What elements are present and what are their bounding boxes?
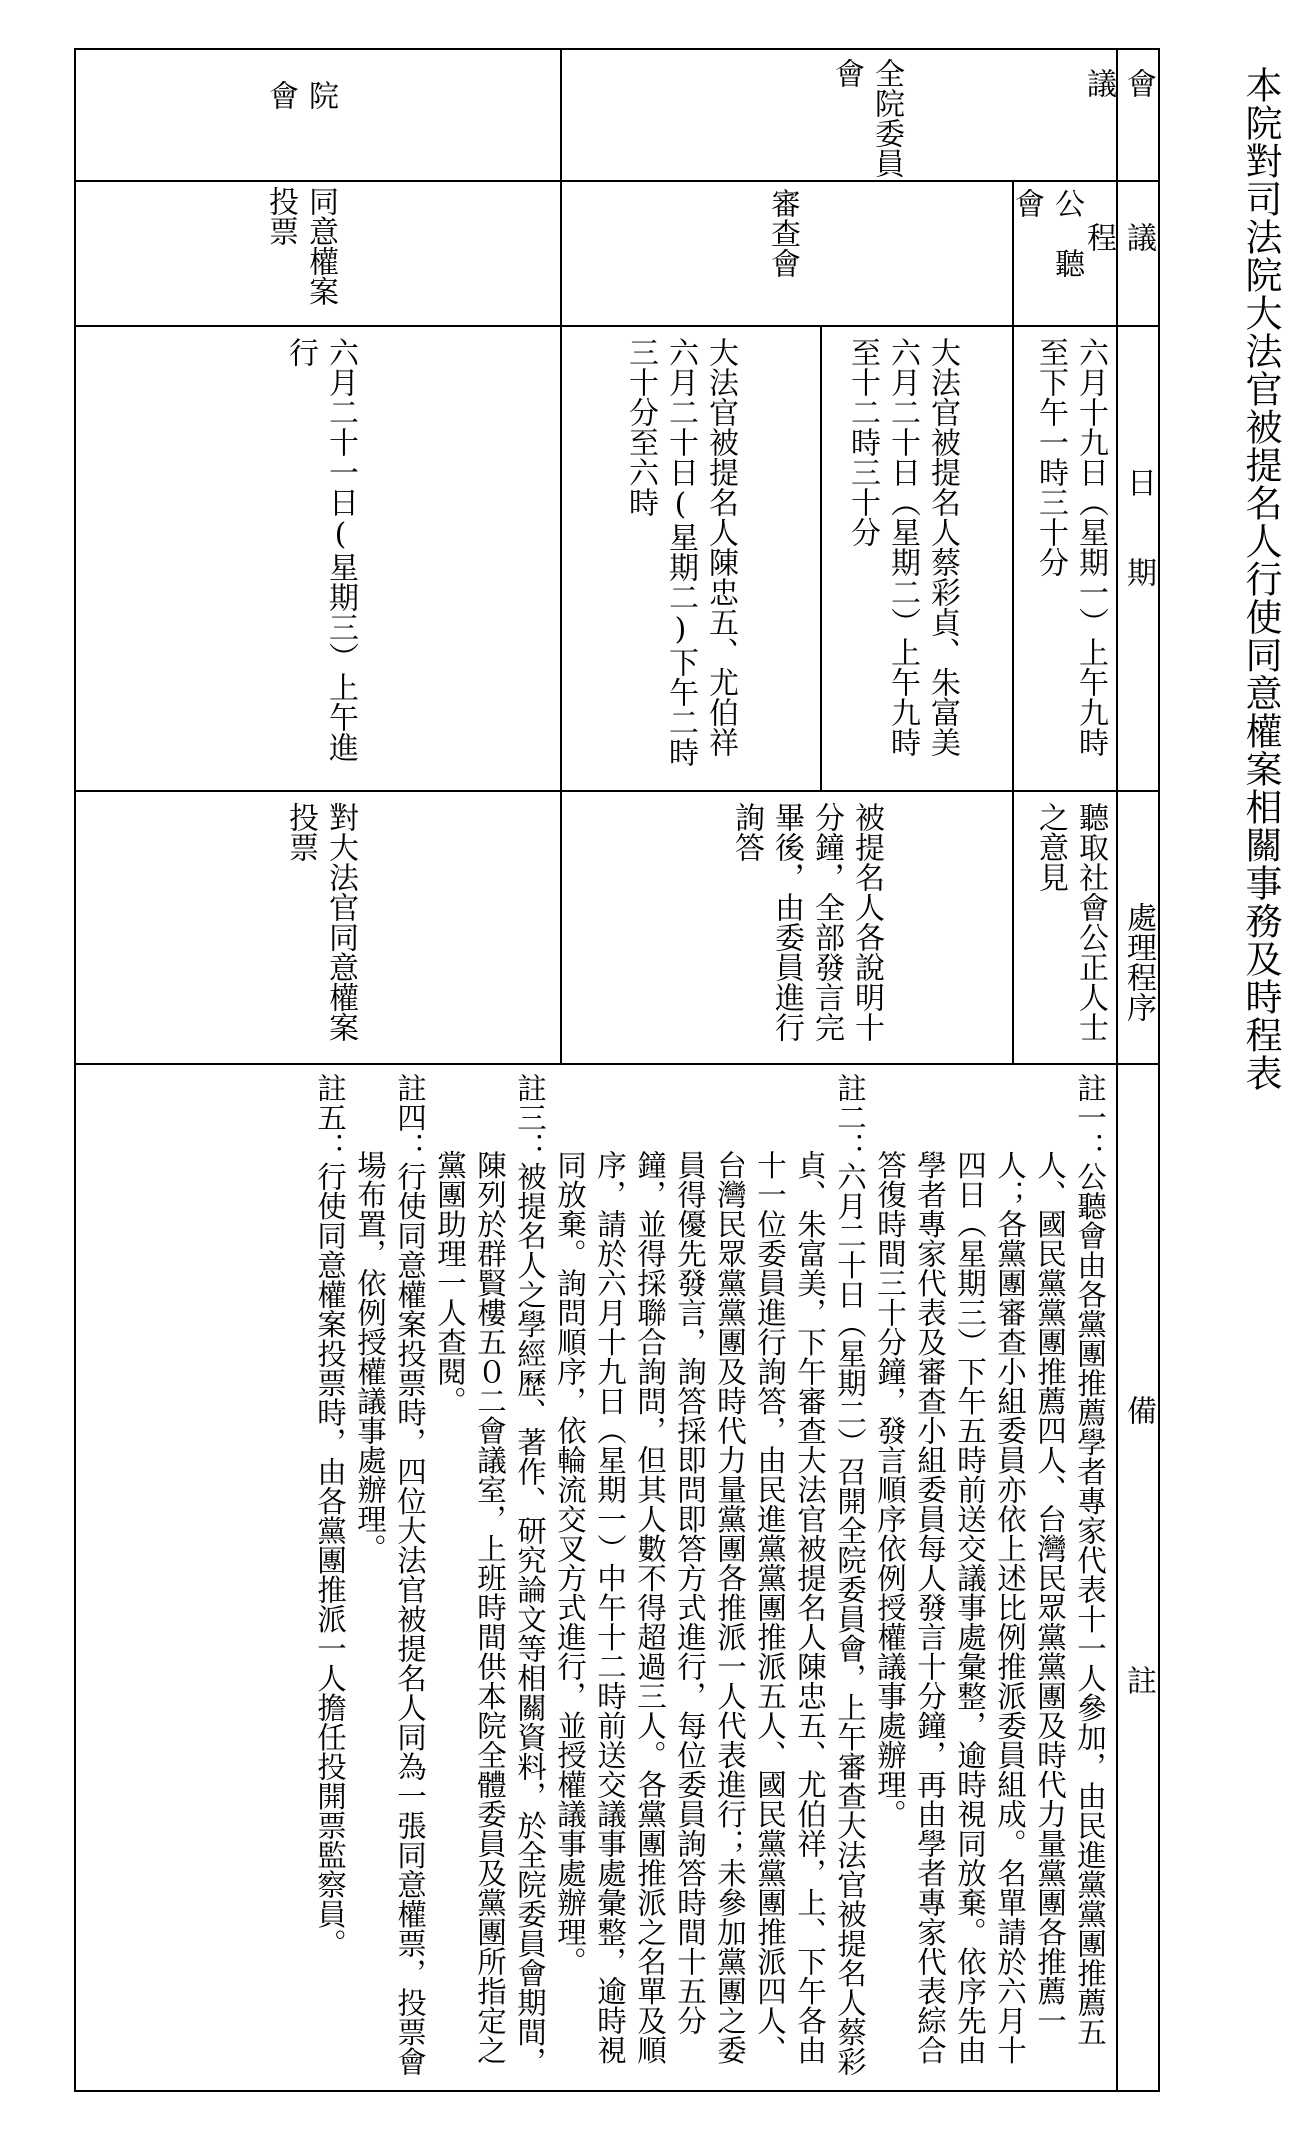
schedule-table (74, 48, 1160, 2092)
date-plenary: 六月二十一日(星期三）上午進行 (283, 337, 358, 762)
notes-list (310, 1073, 1110, 2082)
procedure-plenary: 對大法官同意權案投票 (283, 802, 358, 1042)
procedure-hearing: 聽取社會公正人士之意見 (1033, 802, 1108, 1042)
date-committee-morning: 大法官被提名人蔡彩貞、朱富美六月二十日（星期二）上午九時至十二時三十分 (845, 337, 960, 757)
header-notes: 備 註 (1121, 1395, 1156, 1695)
meeting-committee: 全院委員會 (829, 58, 904, 178)
header-date: 日 期 (1121, 467, 1156, 587)
header-agenda: 議 程 (1081, 222, 1156, 312)
agenda-hearing: 公 聽 會 (1009, 188, 1084, 308)
note-item: 註五：行使同意權案投票時，由各黨團推派一人擔任投開票監察員。 (313, 1073, 347, 1958)
agenda-committee: 審查會 (765, 188, 800, 278)
header-meeting: 會 議 (1081, 68, 1156, 158)
agenda-plenary: 同意權案投票 (263, 186, 338, 306)
note-item: 註一：公聽會由各黨團推薦學者專家代表十一人參加，由民進黨黨團推薦五人、國民黨黨團推薦四人、台灣民眾黨黨團及時代力量黨團各推薦一人；各黨團審查小組委員亦依上述比例推派委員組成。名單請於六月十四日（星期三）下午五時前送交議事處彙整，逾時視同放棄。依序先由學者專家代表及審查小組委員每人發言十分鐘，再由學者專家代表綜合答復時間三十分鐘，發言順序依例授權議事處辦理。 (873, 1073, 1107, 2065)
note-item: 註二：六月二十日（星期二）召開全院委員會，上午審查大法官被提名人蔡彩貞、朱富美，下午審查大法官被提名人陳忠五、尤伯祥，上、下午各由十一位委員進行詢答，由民進黨黨團推派五人、國民黨黨團推派四人、台灣民眾黨黨團及時代力量黨團各推派一人代表進行；未參加黨團之委員得優先發言，詢答採即問即答方式進行，每位委員詢答時間十五分鐘，並得採聯合詢問，但其人數不得超過三人。各黨團推派之名單及順序，請於六月十九日（星期一）中午十二時前送交議事處彙整，逾時視同放棄。詢問順序，依輪流交叉方式進行，並授權議事處辦理。 (553, 1073, 867, 2076)
header-procedure: 處理程序 (1121, 902, 1156, 1022)
note-item: 註四：行使同意權案投票時，四位大法官被提名人同為一張同意權票，投票會場布置，依例授權議事處辦理。 (353, 1073, 427, 2076)
procedure-committee: 被提名人各說明十分鐘，全部發言完畢後，由委員進行詢答 (729, 802, 884, 1042)
date-hearing: 六月十九日（星期一）上午九時至下午一時三十分 (1033, 337, 1108, 757)
notes-cell (76, 1065, 1116, 2090)
note-item: 註三：被提名人之學經歷、著作、研究論文等相關資料，於全院委員會期間，陳列於群賢樓五０二會議室，上班時間供本院全體委員及黨團所指定之黨團助理一人查閱。 (433, 1073, 547, 2076)
date-committee-afternoon: 大法官被提名人陳忠五、尤伯祥六月二十日(星期二)下午二時三十分至六時 (623, 337, 738, 767)
page-title: 本院對司法院大法官被提名人行使同意權案相關事務及時程表 (1239, 66, 1282, 1092)
meeting-plenary: 院 會 (263, 80, 338, 200)
